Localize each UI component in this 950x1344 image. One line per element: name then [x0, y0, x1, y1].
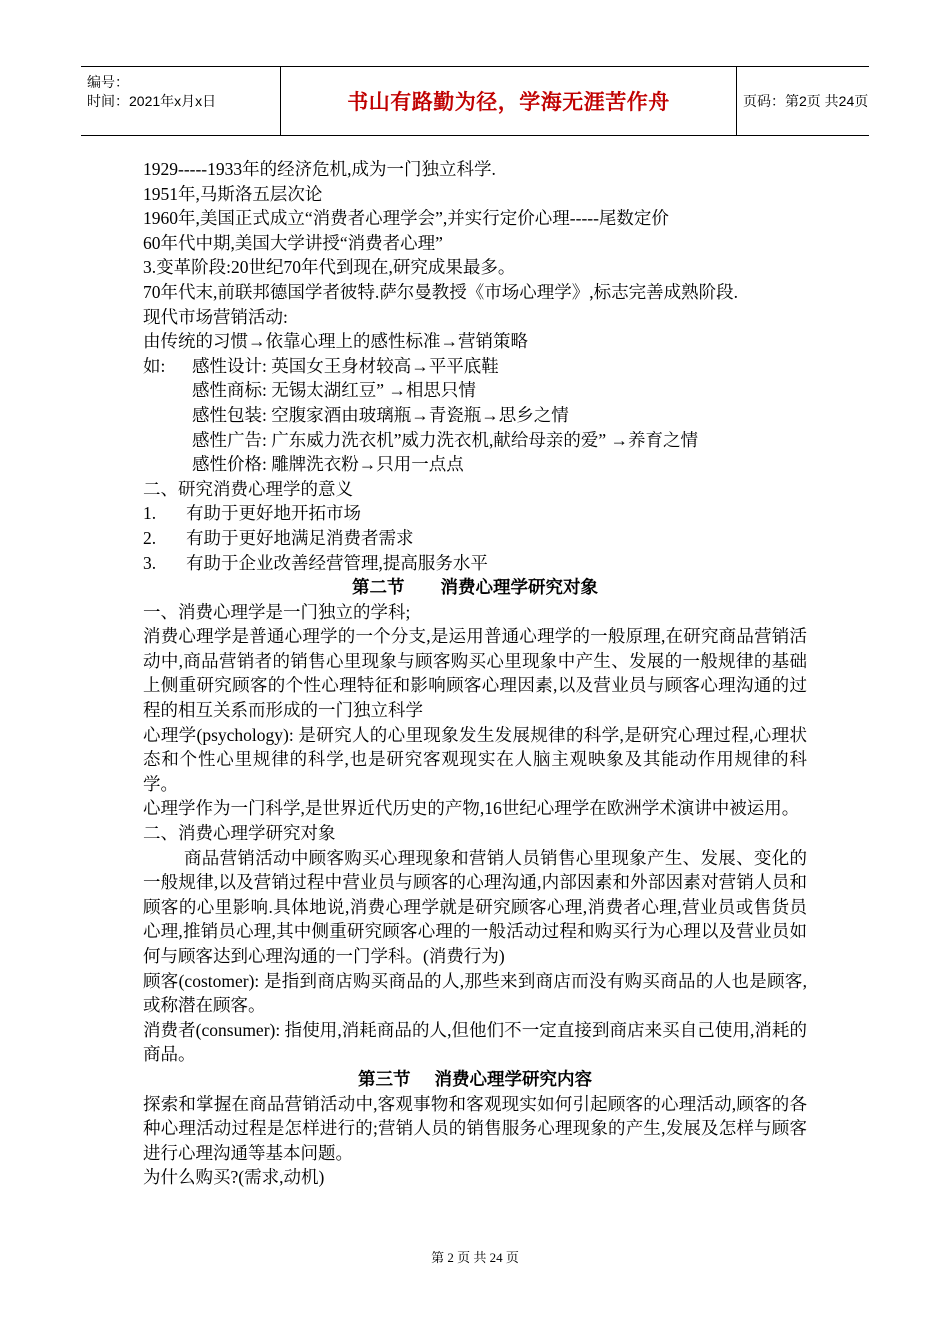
list-text: 有助于更好地满足消费者需求 [186, 527, 414, 548]
section-subtitle: 二、消费心理学研究对象 [143, 823, 336, 844]
example-label: 如: [143, 355, 166, 376]
list-number: 2. [143, 527, 157, 548]
example-line [143, 354, 807, 379]
list-text: 有助于更好地开拓市场 [186, 503, 361, 524]
document-date-label: 时间：2021年x月x日 [87, 93, 217, 109]
text-line: 现代市场营销活动: [143, 306, 288, 327]
example-line: 感性广告: 广东威力洗衣机”威力洗衣机,献给母亲的爱” →养育之情 [192, 429, 699, 450]
paragraph: 为什么购买?(需求,动机) [143, 1167, 325, 1188]
example-line: 感性包装: 空腹家酒由玻璃瓶→青瓷瓶→思乡之情 [192, 404, 569, 425]
document-number-label: 编号： [87, 74, 129, 90]
page-header [81, 66, 869, 136]
header-meta [81, 67, 280, 135]
paragraph: 顾客(costomer): 是指到商店购买商品的人,那些来到商店而没有购买商品的人也是顾客,或称潜在顾客。 [143, 970, 807, 1016]
section-number: 第二节 [352, 577, 405, 598]
section-title: 消费心理学研究内容 [434, 1068, 592, 1089]
section-heading [143, 1067, 807, 1092]
list-item [143, 501, 807, 526]
list-number: 1. [143, 503, 157, 524]
list-item [143, 526, 807, 551]
example-text: 感性设计: 英国女王身材较高→平平底鞋 [192, 355, 499, 376]
paragraph: 消费心理学是普通心理学的一个分支,是运用普通心理学的一般原理,在研究商品营销活动中,商品营销者的销售心里现象与顾客购买心里现象中产生、发展的一般规律的基础上侧重研究顾客的个性心理特征和影响顾客心理因素,以及营业员与顾客心理沟通的过程的相互关系而形成的一门独立科学 [143, 626, 807, 721]
page-footer: 第 2 页 共 24 页 [431, 1250, 519, 1265]
list-item [143, 551, 807, 576]
paragraph: 商品营销活动中顾客购买心理现象和营销人员销售心里现象产生、发展、变化的一般规律,以及营销过程中营业员与顾客的心理沟通,内部因素和外部因素对营销人员和顾客的心里影响.具体地说,消费心理学就是研究顾客心理,消费者心理,营业员或售货员心理,推销员心理,其中侧重研究顾客心理的一般活动过程和购买行为心理以及营业员如何与顾客达到心理沟通的一门学科。(消费行为) [143, 847, 807, 966]
paragraph: 心理学作为一门科学,是世界近代历史的产物,16世纪心理学在欧洲学术演讲中被运用。 [143, 798, 800, 819]
example-line: 感性价格: 雕牌洗衣粉→只用一点点 [192, 454, 464, 475]
section-title: 消费心理学研究对象 [440, 577, 598, 598]
section-number: 第三节 [358, 1068, 411, 1089]
text-line: 3.变革阶段:20世纪70年代到现在,研究成果最多。 [143, 257, 516, 278]
paragraph: 探索和掌握在商品营销活动中,客观事物和客观现实如何引起顾客的心理活动,顾客的各种心理活动过程是怎样进行的;营销人员的销售服务心理现象的产生,发展及怎样与顾客进行心理沟通等基本问题。 [143, 1093, 807, 1163]
text-line: 1960年,美国正式成立“消费者心理学会”,并实行定价心理-----尾数定价 [143, 208, 669, 229]
text-line: 由传统的习惯→依靠心理上的感性标准→营销策略 [143, 331, 528, 352]
section-subtitle: 一、消费心理学是一门独立的学科; [143, 601, 411, 622]
paragraph: 心理学(psychology): 是研究人的心里现象发生发展规律的科学,是研究心理过程,心理状态和个性心里规律的科学,也是研究客观现实在人脑主观映象及其能动作用规律的科学。 [143, 724, 807, 794]
document-body [143, 157, 807, 1190]
text-line: 70年代末,前联邦德国学者彼特.萨尔曼教授《市场心理学》,标志完善成熟阶段. [143, 281, 738, 302]
header-motto: 书山有路勤为径，学海无涯苦作舟 [280, 67, 737, 135]
text-line: 1951年,马斯洛五层次论 [143, 183, 323, 204]
paragraph: 消费者(consumer): 指使用,消耗商品的人,但他们不一定直接到商店来买自己使用,消耗的商品。 [143, 1019, 807, 1065]
text-line: 1929-----1933年的经济危机,成为一门独立科学. [143, 159, 496, 179]
list-text: 有助于企业改善经营管理,提高服务水平 [186, 552, 488, 573]
list-number: 3. [143, 552, 157, 573]
example-line: 感性商标: 无锡太湖红豆” →相思只情 [192, 380, 476, 401]
header-page-label: 页码：第2页 共24页 [743, 93, 869, 109]
text-line: 60年代中期,美国大学讲授“消费者心理” [143, 232, 443, 253]
section-subtitle: 二、研究消费心理学的意义 [143, 478, 353, 499]
section-heading [143, 575, 807, 600]
